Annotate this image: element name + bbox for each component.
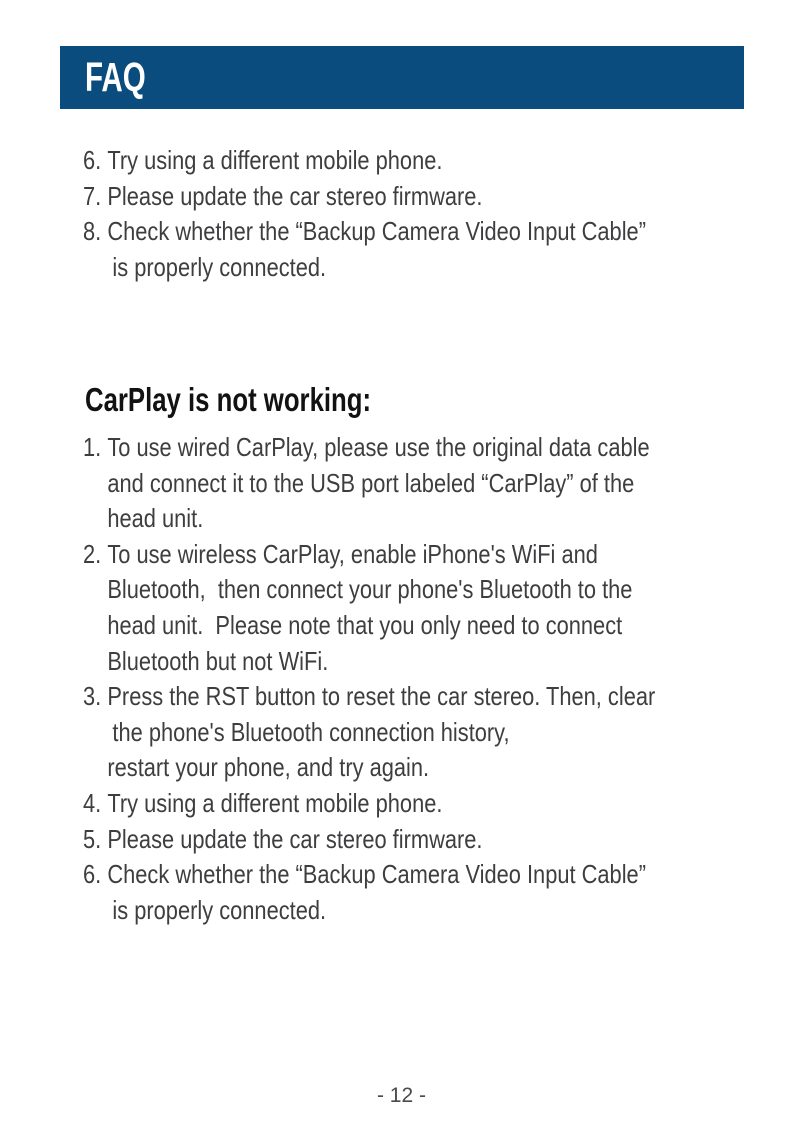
list-text: and connect it to the USB port labeled “CarPlay” of the (107, 467, 635, 498)
troubleshooting-list-top (83, 143, 753, 285)
list-line (83, 143, 646, 179)
list-text: Please update the car stereo firmware. (107, 180, 483, 211)
list-marker: 7. (83, 180, 102, 211)
list-line (83, 179, 646, 215)
list-text: Bluetooth, then connect your phone's Bluetooth to the (107, 574, 633, 605)
list-marker: 2. (83, 538, 102, 569)
list-line-continuation (83, 893, 655, 929)
list-text: is properly connected. (112, 894, 327, 925)
faq-header-bar (60, 46, 744, 109)
list-marker (83, 250, 112, 286)
list-marker: 8. (83, 216, 102, 247)
list-marker: 1. (83, 432, 102, 462)
list-text: restart your phone, and try again. (107, 752, 430, 783)
list-marker (83, 893, 112, 929)
list-marker: 3. (83, 681, 102, 712)
list-text: Check whether the “Backup Camera Video Input Cable” (107, 216, 646, 247)
page-number: - 12 - (376, 1084, 426, 1107)
list-line-continuation (83, 715, 655, 751)
list-marker (83, 466, 107, 502)
list-text: Press the RST button to reset the car stereo. Then, clear (107, 681, 656, 712)
list-line-continuation (83, 501, 655, 537)
list-marker (83, 572, 107, 608)
list-text: To use wired CarPlay, please use the original data cable (107, 432, 650, 462)
list-marker: 4. (83, 787, 102, 818)
list-marker (83, 501, 107, 537)
list-line-continuation (83, 644, 655, 680)
list-text: head unit. Please note that you only need to connect (107, 609, 623, 640)
list-text: Try using a different mobile phone. (107, 787, 443, 818)
carplay-troubleshooting-list (83, 430, 764, 928)
list-text: To use wireless CarPlay, enable iPhone's WiFi and (107, 538, 598, 569)
list-line (83, 857, 655, 893)
list-line-continuation (83, 750, 655, 786)
list-text: Please update the car stereo firmware. (107, 823, 483, 854)
list-line (83, 679, 655, 715)
list-marker (83, 644, 107, 680)
list-text: head unit. (107, 503, 204, 534)
list-text: Try using a different mobile phone. (107, 145, 443, 175)
page-title: FAQ (85, 54, 146, 100)
list-marker (83, 750, 107, 786)
list-marker (83, 608, 107, 644)
list-line-continuation (83, 466, 655, 502)
list-line (83, 786, 655, 822)
list-marker: 6. (83, 859, 102, 890)
list-line-continuation (83, 572, 655, 608)
list-line (83, 430, 655, 466)
list-line (83, 537, 655, 573)
list-text: Bluetooth but not WiFi. (107, 645, 329, 676)
list-marker: 5. (83, 823, 102, 854)
list-text: is properly connected. (112, 251, 327, 282)
list-text: Check whether the “Backup Camera Video Input Cable” (107, 859, 646, 890)
carplay-section-heading: CarPlay is not working: (85, 381, 372, 418)
list-line (83, 214, 646, 250)
list-marker (83, 715, 112, 751)
list-text: the phone's Bluetooth connection history, (112, 716, 510, 747)
list-line-continuation (83, 250, 646, 286)
list-marker: 6. (83, 145, 102, 175)
list-line (83, 822, 655, 858)
list-line-continuation (83, 608, 655, 644)
